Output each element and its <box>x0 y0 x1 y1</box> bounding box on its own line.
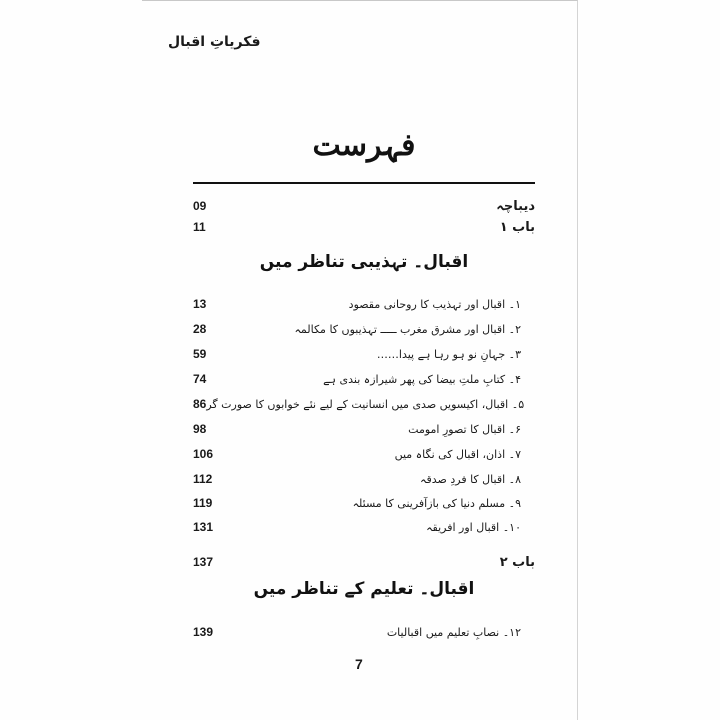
page-number: 98 <box>193 422 207 436</box>
toc-entry: ۹۔ مسلم دنیا کی بازآفرینی کا مسئلہ <box>352 496 521 510</box>
toc-label: باب ۱ <box>499 219 535 235</box>
toc-row-preface <box>193 197 535 215</box>
toc-row <box>193 445 535 463</box>
page-number: 74 <box>193 372 207 386</box>
toc-row <box>193 370 535 388</box>
toc-row <box>193 470 535 488</box>
toc-entry: ۱۔ اقبال اور تہذیب کا روحانی مقصود <box>348 297 521 311</box>
toc-label: باب ۲ <box>499 554 535 570</box>
page-title: فہرست <box>312 128 416 163</box>
toc-row <box>193 345 535 363</box>
toc-label: دیباچہ <box>496 198 535 214</box>
toc-entry: ۳۔ جہانِ نو ہو رہا ہے پیدا…… <box>376 347 521 361</box>
toc-entry: ۲۔ اقبال اور مشرق مغرب ـــــ تہذیبوں کا مکالمہ <box>294 322 521 336</box>
page-number: 28 <box>193 322 207 336</box>
title-divider <box>193 182 535 184</box>
toc-row <box>193 623 535 641</box>
running-header: فکریاتِ اقبال <box>168 34 261 50</box>
toc-row-chapter-1 <box>193 218 535 236</box>
page-number: 112 <box>193 472 213 486</box>
page-number: 137 <box>193 555 214 569</box>
toc-entry: ۷۔ اذان، اقبال کی نگاہ میں <box>394 447 521 461</box>
page-number: 09 <box>193 199 207 213</box>
toc-row <box>193 320 535 338</box>
toc-row <box>193 518 535 536</box>
chapter-2-heading: اقبال۔ تعلیم کے تناظر میں <box>253 579 475 599</box>
page-number: 119 <box>193 496 213 510</box>
toc-entry: ۱۲۔ نصابِ تعلیم میں اقبالیات <box>386 625 521 639</box>
page-folio-number: 7 <box>355 656 363 672</box>
toc-row <box>193 494 535 512</box>
page-number: 106 <box>193 447 214 461</box>
toc-entry: ۱۰۔ اقبال اور افریقہ <box>426 520 521 534</box>
toc-row <box>193 420 535 438</box>
toc-row-chapter-2 <box>193 553 535 571</box>
toc-entry: ۵۔ اقبال، اکیسویں صدی میں انسانیت کے لیے نئے خوابوں کا صورت گر <box>206 397 525 411</box>
page-number: 13 <box>193 297 207 311</box>
page-number: 59 <box>193 347 207 361</box>
toc-entry: ۸۔ اقبال کا فردِ صدقہ <box>420 472 521 486</box>
page-number: 86 <box>193 397 207 411</box>
toc-entry: ۴۔ کتابِ ملتِ بیضا کی پھر شیرازہ بندی ہے <box>323 372 521 386</box>
toc-entry: ۶۔ اقبال کا تصورِ امومت <box>408 422 521 436</box>
page-number: 131 <box>193 520 214 534</box>
toc-row <box>193 395 535 413</box>
chapter-1-heading: اقبال۔ تہذیبی تناظر میں <box>259 252 469 272</box>
page-number: 11 <box>193 220 206 234</box>
toc-row <box>193 295 535 313</box>
page-number: 139 <box>193 625 214 639</box>
